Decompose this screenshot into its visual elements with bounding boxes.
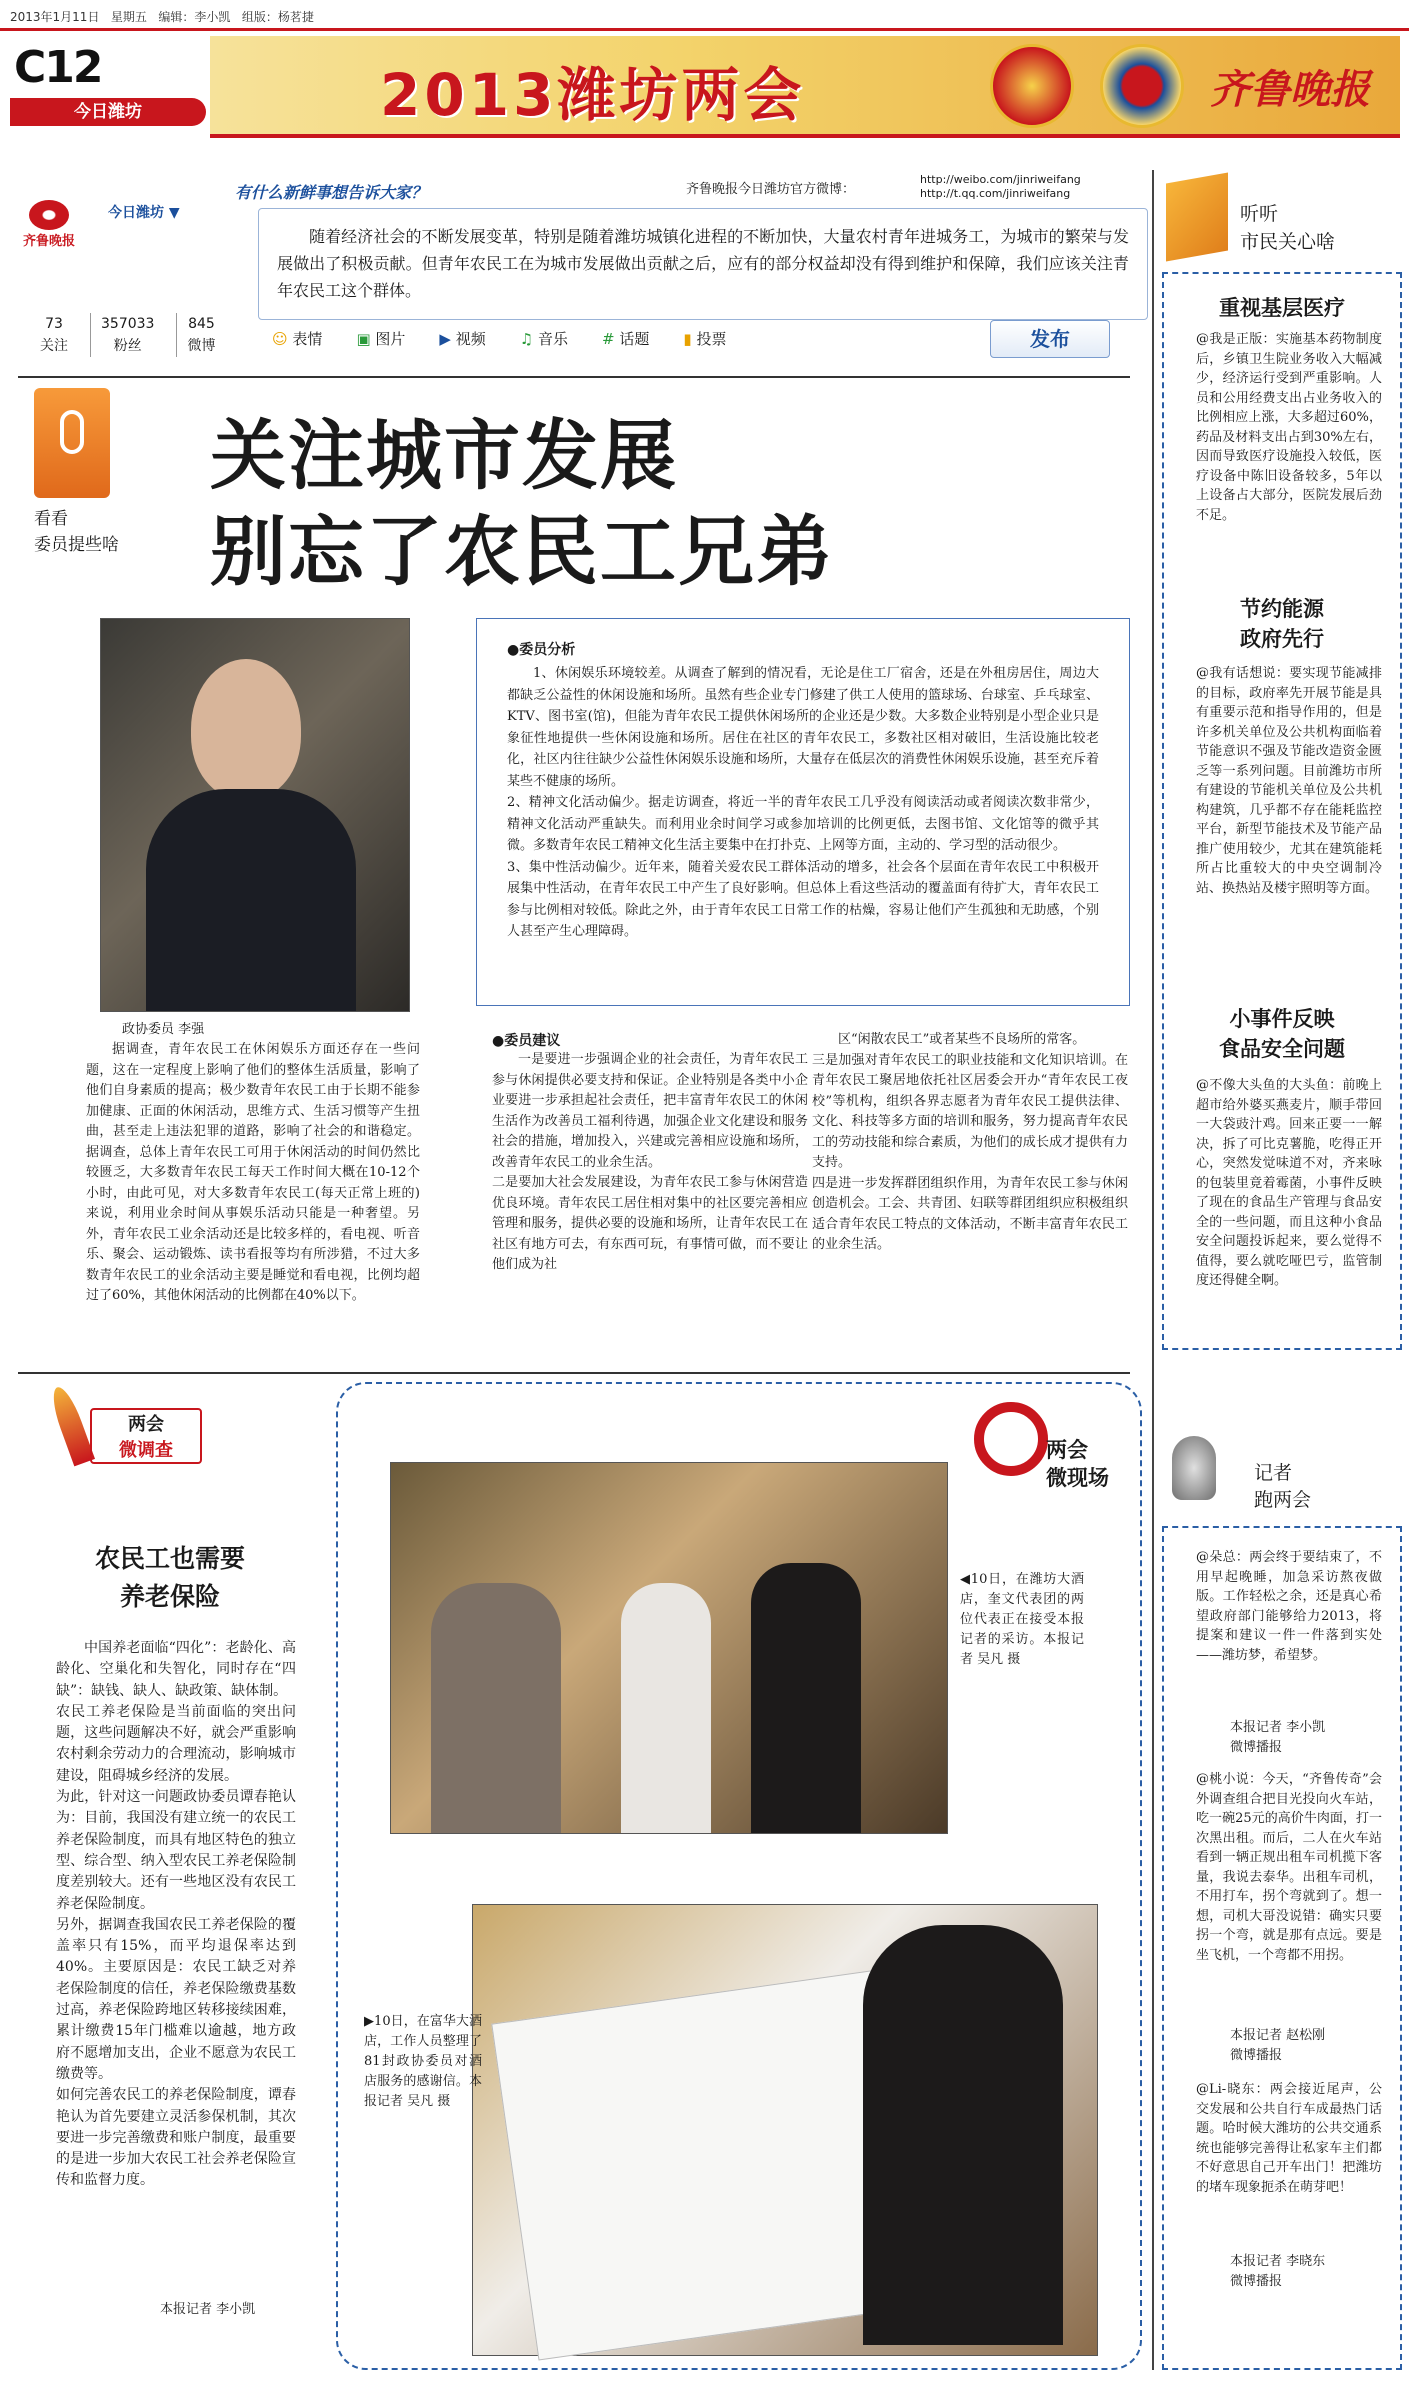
weibo-url-2[interactable]: http://t.qq.com/jinriweifang [920, 187, 1071, 200]
headline-line1: 关注城市发展 [210, 411, 678, 500]
weibo-official-label: 齐鲁晚报今日潍坊官方微博： [686, 182, 856, 197]
header-layout: 组版：杨茗捷 [241, 10, 314, 24]
right-text-1: @我是正版：实施基本药物制度后，乡镇卫生院业务收入大幅减少，经济运行受到严重影响。人员和公用经费支出占业务收入的比例相应上涨，大多超过60%，药品及材料支出占到30%左右，因而导致医疗设施投入较低，医疗设备中陈旧设备较多，5年以上设备占大部分，医院发展后劲不足。 [1196, 332, 1382, 523]
survey-title: 农民工也需要 养老保险 [94, 1544, 245, 1611]
tool-vote[interactable]: ▮ 投票 [683, 330, 727, 348]
weibo-stats [40, 313, 215, 357]
tool-video[interactable]: ▶ 视频 [439, 330, 486, 348]
suggestions-title: ●委员建议 [492, 1033, 561, 1049]
headline [210, 408, 834, 600]
analysis-box [476, 618, 1130, 1006]
weibo-account[interactable]: 今日潍坊 ▼ [108, 205, 180, 221]
reporter-entry-3: @Li-晓东：两会接近尾声，公交发展和公共自行车成最热门话题。哈时候大潍坊的公共交通系统也能够完善得让私家车主们都不好意思自己开车出门！把潍坊的堵车现象扼杀在萌芽吧！ [1196, 2082, 1382, 2195]
col1-label: 看看 委员提些啥 [34, 509, 119, 555]
banner [210, 36, 1400, 138]
portrait-photo [100, 618, 410, 1012]
weibo-post-box[interactable]: 随着经济社会的不断发展变革，特别是随着潍坊城镇化进程的不断加快，大量农村青年进城务工，为城市的繁荣与发展做出了积极贡献。但青年农民工在为城市发展做出贡献之后，应有的部分权益却没有得到维护和保障，我们应该关注青年农民工这个群体。 [258, 208, 1148, 320]
image-icon: ▣ [356, 330, 371, 348]
scene-tag: 两会 微现场 [1046, 1438, 1109, 1490]
header-meta [10, 8, 314, 25]
weibo-url-1[interactable]: http://weibo.com/jinriweifang [920, 173, 1081, 186]
tool-image[interactable]: ▣ 图片 [356, 330, 406, 348]
topic-icon: # [602, 330, 615, 348]
right-title-1: 重视基层医疗 [1219, 296, 1345, 320]
right-label: 听听 市民关心啥 [1240, 203, 1336, 253]
weibo-icon [29, 200, 69, 230]
suggestions-text-1: 一是要进一步强调企业的社会责任，为青年农民工参与休闲提供必要支持和保证。企业特别是各类中小企业要进一步承担起社会责任，把丰富青年农民工的休闲生活作为改善员工福利待遇，加强企业文化建设和服务社会的措施，增加投入，兴建或完善相应设施和场所，改善青年农民工的业余生活。 二是要加大社会发展建设，为青年农民工参与休闲营造优良环境。青年农民工居住相对集中的社区要完善相应管理和服务，提供必要的设施和场所，让青年农民工在社区有地方可去，有东西可玩，有事情可做，而不要让他们成为社 [492, 1052, 808, 1272]
stat-fans[interactable]: 357033 粉丝 [90, 313, 154, 357]
brand-weibo-logo [18, 200, 80, 262]
weibo-toolbar [272, 328, 726, 349]
microphone-icon-2 [1172, 1436, 1216, 1500]
brand-small: 齐鲁晚报 [22, 234, 75, 249]
header-rule [0, 28, 1409, 31]
interview-photo [390, 1462, 948, 1834]
section-tab: 今日潍坊 [10, 98, 206, 126]
publish-button[interactable]: 发布 [990, 320, 1110, 358]
portrait-caption: 政协委员 李强 [122, 1022, 205, 1037]
header-date: 2013年1月11日 [10, 10, 100, 24]
scene-caption-2: ▶10日，在富华大酒店，工作人员整理了81封政协委员对酒店服务的感谢信。本报记者 吴凡 摄 [364, 2014, 482, 2109]
reporter-entry-2: @桃小说：今天，“齐鲁传奇”会外调查组合把目光投向火车站，吃一碗25元的高价牛肉面，打一次黑出租。而后，二人在火车站看到一辆正规出租车司机揽下客量，我说去泰华。出租车司机，不用打车，拐个弯就到了。想一想，司机大哥没说错：确实只要拐一个弯，就是那有点远。要是坐飞机，一个弯都不用拐。 [1196, 1772, 1382, 1963]
smile-icon: ☺ [272, 330, 288, 348]
microphone-icon [34, 388, 110, 498]
page-number: C12 [14, 42, 102, 93]
scene-caption-1: ◀10日，在潍坊大酒店，奎文代表团的两位代表正在接受本报记者的采访。本报记者 吴凡 摄 [960, 1572, 1084, 1667]
analysis-title: ●委员分析 [507, 642, 576, 658]
right-title-2: 节约能源 政府先行 [1240, 597, 1324, 651]
stat-follow[interactable]: 73 关注 [40, 316, 68, 354]
reporter-entry-1: @朵总：两会终于要结束了，不用早起晚睡，加急采访熬夜做版。工作轻松之余，还是真心希望政府部门能够给力2013，将提案和建议一件一件落到实处——潍坊梦，希望梦。 [1196, 1550, 1382, 1663]
brand-logo: 齐鲁晚报 [1210, 66, 1370, 113]
tool-music[interactable]: ♫ 音乐 [519, 330, 569, 348]
national-emblem-icon [990, 44, 1074, 128]
headline-line2: 别忘了农民工兄弟 [210, 507, 834, 596]
speech-bubbles-icon [1166, 173, 1228, 262]
stat-posts[interactable]: 845 微博 [176, 313, 215, 357]
music-icon: ♫ [519, 330, 534, 348]
video-icon: ▶ [439, 330, 451, 348]
divider-top [18, 376, 1130, 378]
weibo-urls [920, 173, 1081, 201]
tool-topic[interactable]: # 话题 [602, 330, 650, 348]
analysis-text: 1、休闲娱乐环境较差。从调查了解到的情况看，无论是住工厂宿舍，还是在外租房居住，周边大都缺乏公益性的休闲设施和场所。虽然有些企业专门修建了供工人使用的篮球场、台球室、乒乓球室、KTV、图书室(馆)，但能为青年农民工提供休闲场所的企业还是少数。大多数企业特别是小型企业只是象征性地提供一些休闲设施和场所。居住在社区的青年农民工，多数社区相对破旧，生活设施比较老化，社区内往往缺少公益性休闲娱乐设施和场所，大量存在低层次的消费性休闲娱乐设施，甚至充斥着某些不健康的场所。 2、精神文化活动偏少。据走访调查，将近一半的青年农民工几乎没有阅读活动或者阅读次数非常少，精神文化活动严重缺失。而利用业余时间学习或参加培训的比例更低，去图书馆、文化馆等的微乎其微。多数青年农民工精神文化生活主要集中在打扑克、上网等方面，主动的、学习型的活动很少。 3、集中性活动偏少。近年来，随着关爱农民工群体活动的增多，社会各个层面在青年农民工中积极开展集中性活动，在青年农民工中产生了良好影响。但总体上看这些活动的覆盖面有待扩大，青年农民工参与比例相对较低。除此之外，由于青年农民工日常工作的枯燥，容易让他们产生孤独和无助感，个别人甚至产生心理障碍。 [507, 666, 1099, 939]
reporter-credit-3: 本报记者 李晓东 微博播报 [1230, 2254, 1326, 2289]
reporter-credit-2: 本报记者 赵松刚 微博播报 [1230, 2028, 1326, 2063]
divider-mid [18, 1372, 1130, 1374]
survey-credit: 本报记者 李小凯 [160, 2302, 256, 2317]
reporter-label: 记者 跑两会 [1254, 1462, 1312, 1511]
header-weekday: 星期五 [110, 10, 147, 24]
right-title-3: 小事件反映 食品安全问题 [1219, 1007, 1345, 1061]
survey-text: 中国养老面临“四化”：老龄化、高龄化、空巢化和失智化，同时存在“四缺”：缺钱、缺人、缺政策、缺体制。 农民工养老保险是当前面临的突出问题，这些问题解决不好，就会严重影响农村剩余劳动力的合理流动，影响城市建设，阻碍城乡经济的发展。 为此，针对这一问题政协委员谭春艳认为：目前，我国没有建立统一的农民工养老保险制度，而具有地区特色的独立型、综合型、纳入型农民工养老保险制度差别较大。还有一些地区没有农民工养老保险制度。 另外，据调查我国农民工养老保险的覆盖率只有15%，而平均退保率达到40%。主要原因是：农民工缺乏对养老保险制度的信任，养老保险缴费基数过高，养老保险跨地区转移接续困难，累计缴费15年门槛难以逾越，地方政府不愿增加支出，企业不愿意为农民工缴费等。 如何完善农民工的养老保险制度，谭春艳认为首先要建立灵活参保机制，其次要进一步完善缴费和账户制度，最重要的是进一步加大农民工社会养老保险宣传和监督力度。 [56, 1640, 296, 2189]
weibo-prompt: 有什么新鲜事想告诉大家？ [235, 183, 428, 202]
vote-icon: ▮ [683, 330, 692, 348]
header-editor: 编辑：李小凯 [158, 10, 231, 24]
cppcc-emblem-icon [1100, 44, 1184, 128]
intro-text: 据调查，青年农民工在休闲娱乐方面还存在一些问题，这在一定程度上影响了他们的整体生活质量，影响了他们自身素质的提高；极少数青年农民工由于长期不能参加健康、正面的休闲活动，思维方式、生活习惯等产生扭曲，甚至走上违法犯罪的道路，影响了社会的和谐稳定。据调查，总体上青年农民工可用于休闲活动的时间仍然比较匮乏，大多数青年农民工每天工作时间大概在10-12个小时，由此可见，对大多数青年农民工(每天正常上班的)来说，利用业余时间从事娱乐活动只能是一种奢望。另外，青年农民工业余活动还是比较多样的，看电视、听音乐、聚会、运动锻炼、读书看报等均有所涉猎，不过大多数青年农民工的业余活动主要是睡觉和看电视，比例均超过了60%，其他休闲活动的比例都在40%以下。 [86, 1042, 420, 1303]
suggestions-col1 [492, 1030, 808, 1276]
right-text-3: @不像大头鱼的大头鱼：前晚上超市给外婆买燕麦片，顺手带回一大袋豉汁鸡。回来正要一一解决，拆了可比克薯脆，吃得正开心，突然发觉味道不对，齐来咏的包装里竟着霉菌，小事件反映了现在的食品生产管理与食品安全的一些问题，而且这种小食品安全问题投诉起来，要么觉得不值得，要么就吃哑巴亏，监管制度还得健全啊。 [1196, 1078, 1382, 1288]
right-column-rule [1152, 170, 1154, 2370]
survey-tag: 两会 微调查 [90, 1408, 202, 1464]
quill-icon [47, 1384, 95, 1467]
right-text-2: @我有话想说：要实现节能减排的目标，政府率先开展节能是具有重要示范和指导作用的，但是许多机关单位及公共机构面临着节能意识不强及节能改造资金匮乏等一系列问题。目前潍坊市所有建设的节能机关单位及公共机构建筑，几乎都不存在能耗监控平台，新型节能技术及节能产品推广使用较少，尤其在建筑能耗所占比重较大的中央空调制冷站、换热站及楼宇照明等方面。 [1196, 666, 1382, 896]
at-symbol-icon [974, 1402, 1048, 1476]
suggestions-text-2: 区“闲散农民工”或者某些不良场所的常客。 三是加强对青年农民工的职业技能和文化知识培训。在青年农民工聚居地依托社区居委会开办“青年农民工夜校”等机构，组织各界志愿者为青年农民工提供法律、文化、科技等多方面的培训和服务，努力提高青年农民工的劳动技能和综合素质，为他们的成长成才提供有力支持。 四是进一步发挥群团组织作用，为青年农民工参与休闲创造机会。工会、共青团、妇联等群团组织应积极组织适合青年农民工特点的文体活动，不断丰富青年农民工的业余生活。 [812, 1032, 1128, 1252]
reporter-credit-1: 本报记者 李小凯 微博播报 [1230, 1720, 1326, 1755]
letters-photo [472, 1904, 1098, 2356]
banner-title: 2013潍坊两会 [380, 61, 806, 129]
tool-emoji[interactable]: ☺ 表情 [272, 330, 323, 348]
